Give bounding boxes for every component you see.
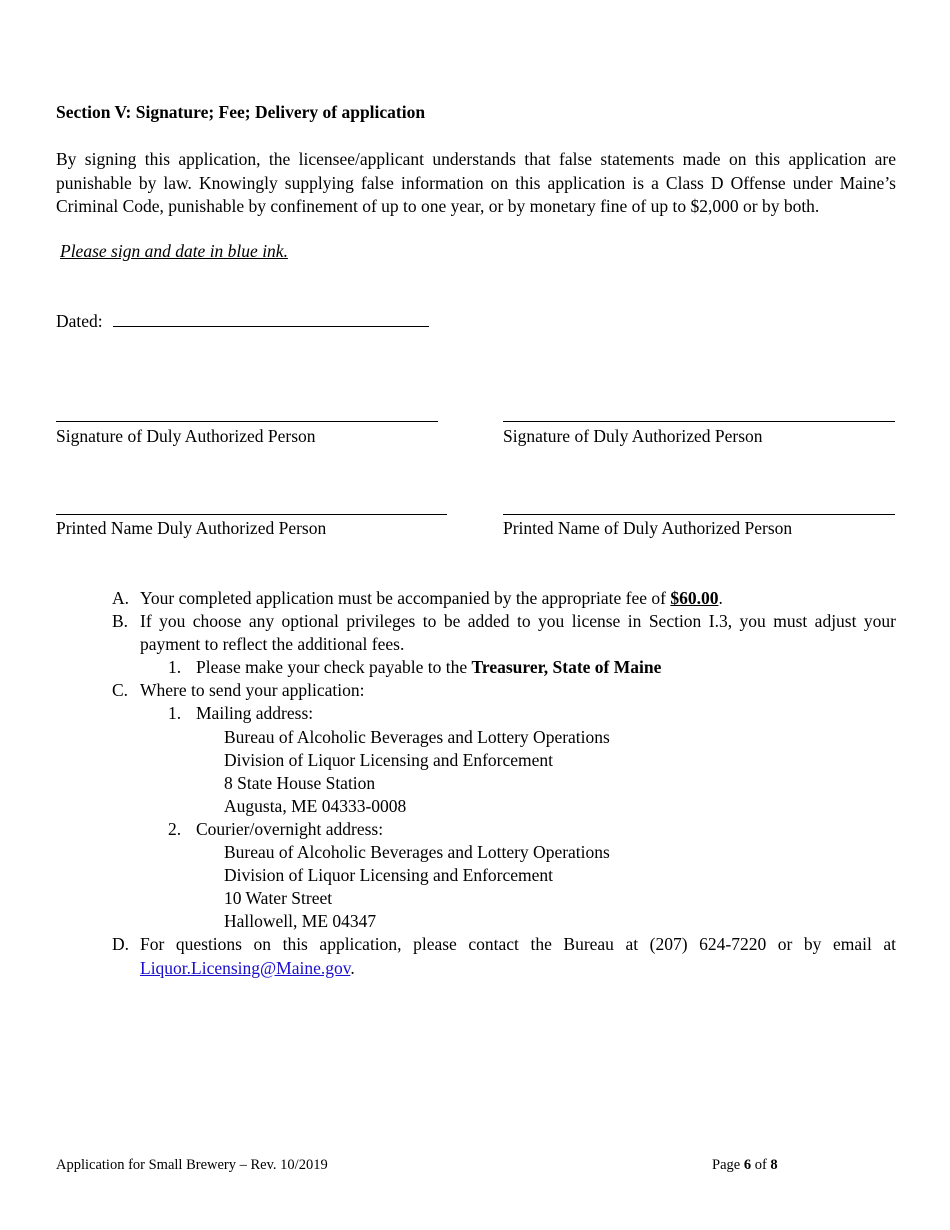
list-item-d	[56, 933, 896, 979]
signature-line-left[interactable]	[56, 421, 438, 422]
courier-address-item	[56, 818, 896, 841]
signature-caption-right: Signature of Duly Authorized Person	[503, 426, 763, 446]
paragraph-line: punishable by law. Knowingly supplying false information on this application is a Class D Offense under Maine’s	[56, 172, 896, 193]
printed-name-caption-left: Printed Name Duly Authorized Person	[56, 518, 327, 538]
email-period: .	[350, 957, 355, 978]
contact-text: For questions on this application, please contact the Bureau at (207) 624-7220 or by email at	[140, 934, 896, 955]
page-total: 8	[770, 1157, 778, 1173]
payable-text: Please make your check payable to the	[196, 657, 472, 678]
mailing-label: Mailing address:	[196, 703, 314, 724]
page-number	[712, 1157, 778, 1174]
fee-amount: $60.00	[670, 588, 719, 608]
dated-field[interactable]	[113, 310, 429, 327]
address-line: Division of Liquor Licensing and Enforcement	[224, 865, 554, 886]
signature-caption-left: Signature of Duly Authorized Person	[56, 426, 316, 446]
dated-label: Dated:	[56, 311, 103, 331]
mailing-address-item	[56, 702, 896, 725]
courier-address-block	[56, 841, 896, 933]
list-item-c	[56, 679, 896, 702]
printed-name-line-left[interactable]	[56, 514, 447, 515]
list-item-b-line2: payment to reflect the additional fees.	[140, 634, 405, 655]
list-marker: B.	[112, 611, 129, 632]
sub-marker: 1.	[168, 703, 182, 724]
page-of: of	[751, 1157, 771, 1173]
paragraph-line: By signing this application, the licensee/applicant understands that false statements made on this application are	[56, 149, 896, 169]
signature-line-right[interactable]	[503, 421, 895, 422]
address-line: Bureau of Alcoholic Beverages and Lottery Operations	[224, 726, 610, 747]
list-marker: C.	[112, 680, 129, 701]
ink-instruction: Please sign and date in blue ink.	[60, 241, 288, 261]
payee-name: Treasurer, State of Maine	[471, 657, 662, 678]
sub-marker: 1.	[168, 657, 182, 678]
legal-paragraph	[56, 148, 896, 219]
address-line: Bureau of Alcoholic Beverages and Lottery Operations	[224, 842, 610, 863]
sub-marker: 2.	[168, 818, 182, 839]
footer-form-title: Application for Small Brewery – Rev. 10/2019	[56, 1157, 328, 1173]
fee-text: Your completed application must be accompanied by the appropriate fee of	[140, 588, 671, 608]
page-prefix: Page	[712, 1157, 744, 1173]
address-line: Division of Liquor Licensing and Enforcement	[224, 749, 554, 770]
list-item-a	[56, 587, 896, 610]
section-heading: Section V: Signature; Fee; Delivery of application	[56, 102, 426, 122]
address-line: 10 Water Street	[224, 888, 333, 909]
dated-row	[56, 310, 429, 332]
list-item-b-sub1	[56, 656, 896, 679]
list-item-b-line1: If you choose any optional privileges to be added to you license in Section I.3, you must adjust your	[140, 611, 896, 632]
address-line: Augusta, ME 04333-0008	[224, 795, 407, 816]
email-link[interactable]: Liquor.Licensing@Maine.gov	[140, 957, 351, 978]
paragraph-line: Criminal Code, punishable by confinement of up to one year, or by monetary fine of up to $2,000 or by both.	[56, 196, 820, 216]
courier-label: Courier/overnight address:	[196, 818, 384, 839]
contact-email-line	[140, 957, 896, 980]
mailing-address-block	[56, 726, 896, 818]
printed-name-caption-right: Printed Name of Duly Authorized Person	[503, 518, 793, 538]
list-item-b	[56, 610, 896, 656]
send-text: Where to send your application:	[140, 680, 365, 701]
address-line: 8 State House Station	[224, 772, 376, 793]
address-line: Hallowell, ME 04347	[224, 911, 377, 932]
instructions-list	[56, 587, 896, 980]
list-marker: A.	[112, 588, 130, 608]
fee-period: .	[718, 588, 723, 608]
printed-name-line-right[interactable]	[503, 514, 895, 515]
list-marker: D.	[112, 934, 130, 955]
page-current: 6	[743, 1157, 752, 1173]
